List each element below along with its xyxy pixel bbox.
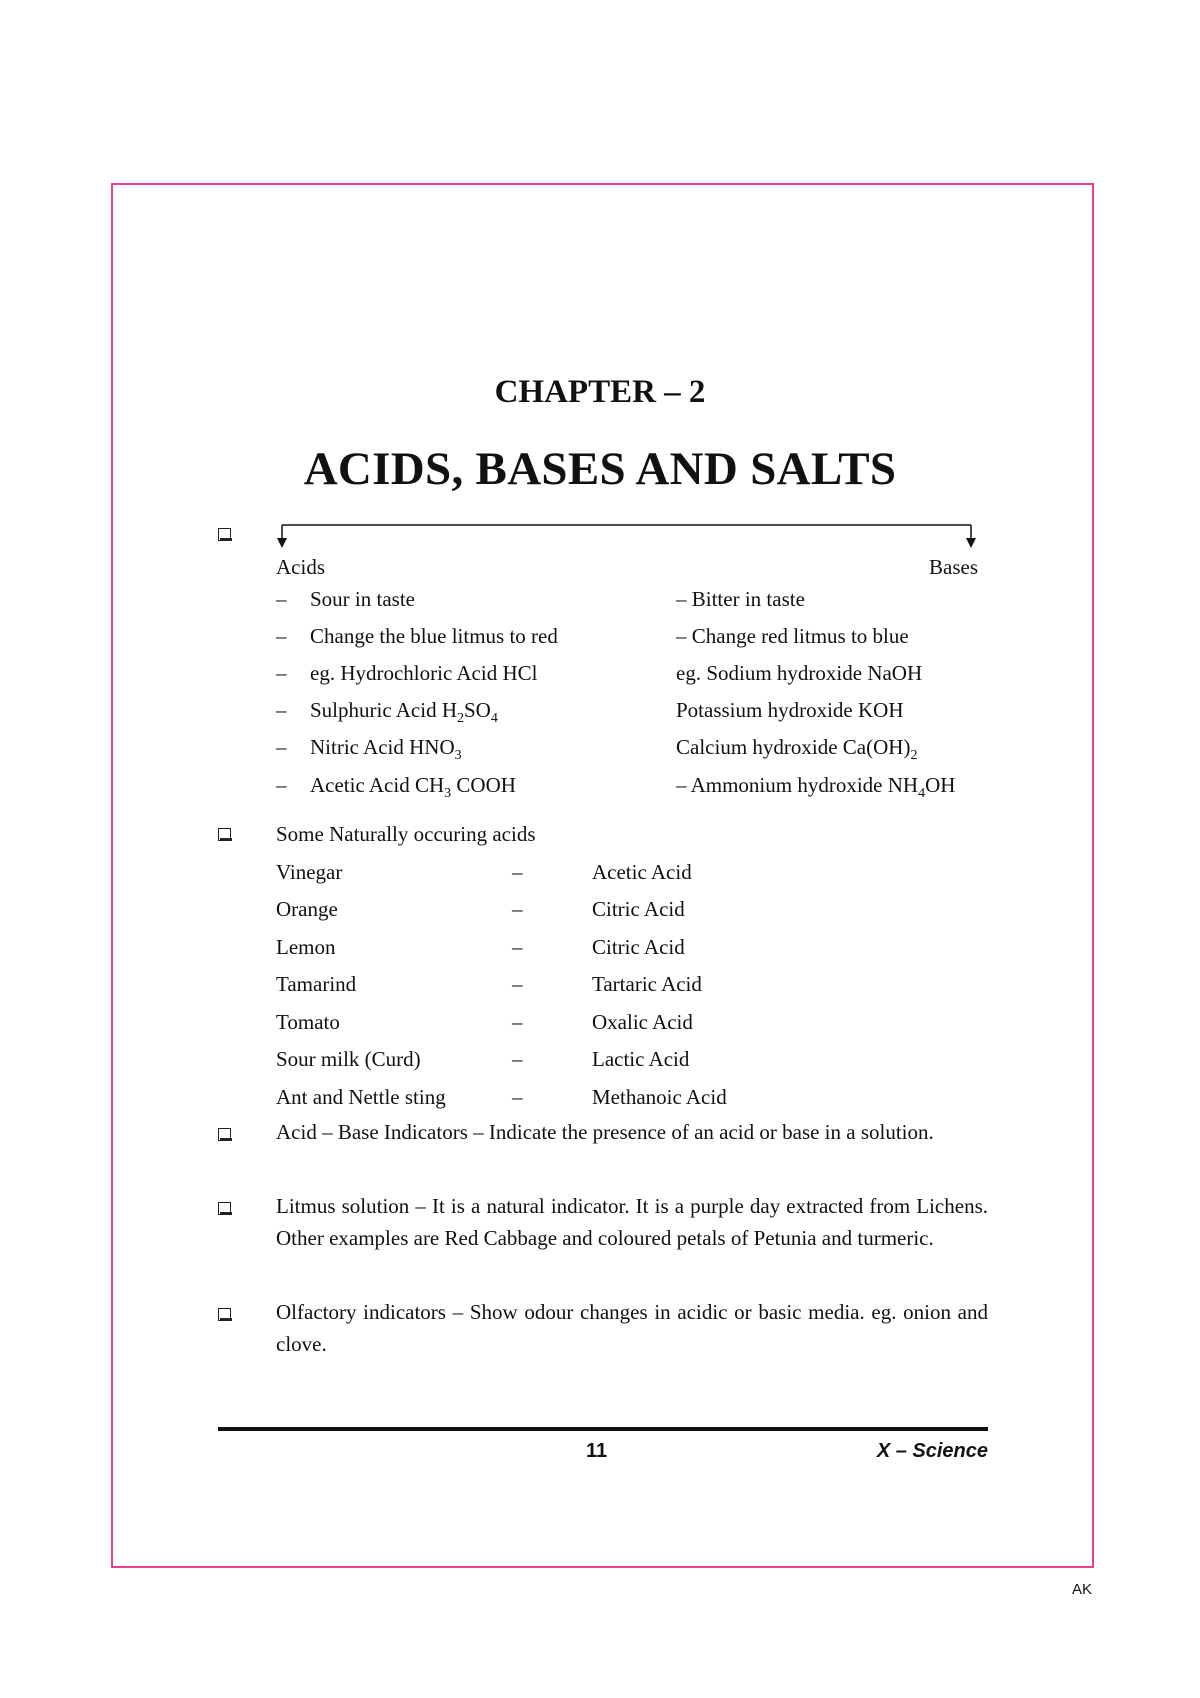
acid-name: Lactic Acid [592, 1047, 690, 1071]
acid-name: Tartaric Acid [592, 972, 702, 996]
page-number: 11 [586, 1440, 608, 1462]
bases-heading: Bases [929, 555, 978, 579]
dash: – [512, 972, 523, 996]
acid-name: Methanoic Acid [592, 1085, 727, 1109]
base-item: Calcium hydroxide $Ca(OH)_2$ [676, 735, 918, 763]
acid-item: Acetic Acid $CH_3$ COOH [310, 773, 516, 801]
acid-source: Vinegar [276, 860, 343, 884]
acid-source: Orange [276, 897, 338, 921]
dash: – [512, 1047, 523, 1071]
point-litmus-solution: Litmus solution – It is a natural indicator. It is a purple day extracted from Lichens. Other examples are Red Cabbage and coloured petals of Petunia and turmeric. [276, 1194, 988, 1250]
chapter-title: ACIDS, BASES AND SALTS [303, 443, 897, 495]
acid-item-dash: – [276, 735, 287, 759]
corner-mark: AK [1072, 1581, 1093, 1598]
natural-acids-heading: Some Naturally occuring acids [276, 822, 536, 846]
book-label: X – Science [876, 1440, 988, 1462]
acid-source: Ant and Nettle sting [276, 1085, 446, 1109]
acid-item-dash: – [276, 698, 287, 722]
chapter-label: CHAPTER – 2 [494, 374, 706, 410]
base-item: – Ammonium hydroxide $NH_4OH$ [676, 773, 956, 801]
acid-source: Sour milk (Curd) [276, 1047, 421, 1071]
dash: – [512, 1085, 523, 1109]
base-item: Potassium hydroxide KOH [676, 698, 904, 722]
dash: – [512, 935, 523, 959]
base-item: eg. Sodium hydroxide NaOH [676, 661, 923, 685]
acid-name: Oxalic Acid [592, 1010, 693, 1034]
dash: – [512, 860, 523, 884]
base-item: – Change red litmus to blue [676, 624, 909, 648]
acid-item-dash: – [276, 773, 287, 797]
acid-source: Lemon [276, 935, 336, 959]
bullet-icon [218, 828, 231, 841]
acid-source: Tamarind [276, 972, 357, 996]
point-olfactory-indicators: Olfactory indicators – Show odour changes in acidic or basic media. eg. onion and clove. [276, 1300, 988, 1356]
dash: – [512, 897, 523, 921]
bullet-icon [218, 1128, 231, 1141]
acid-item: eg. Hydrochloric Acid HCl [310, 661, 538, 685]
point-acid-base-indicators: Acid – Base Indicators – Indicate the presence of an acid or base in a solution. [276, 1120, 934, 1144]
bullet-icon [218, 1308, 231, 1321]
bullet-icon [218, 1202, 231, 1215]
acid-name: Citric Acid [592, 897, 685, 921]
acid-source: Tomato [276, 1010, 340, 1034]
acid-item-dash: – [276, 624, 287, 648]
acids-heading: Acids [276, 555, 325, 579]
acid-item: Sulphuric Acid $H_2SO_4$ [310, 698, 498, 726]
acid-item: Nitric Acid $HNO_3$ [310, 735, 462, 763]
acid-item-dash: – [276, 587, 287, 611]
acid-item-dash: – [276, 661, 287, 685]
acid-item: Change the blue litmus to red [310, 624, 558, 648]
dash: – [512, 1010, 523, 1034]
acid-name: Citric Acid [592, 935, 685, 959]
footer-rule [218, 1427, 988, 1431]
base-item: – Bitter in taste [676, 587, 805, 611]
acid-item: Sour in taste [310, 587, 415, 611]
acid-name: Acetic Acid [592, 860, 692, 884]
